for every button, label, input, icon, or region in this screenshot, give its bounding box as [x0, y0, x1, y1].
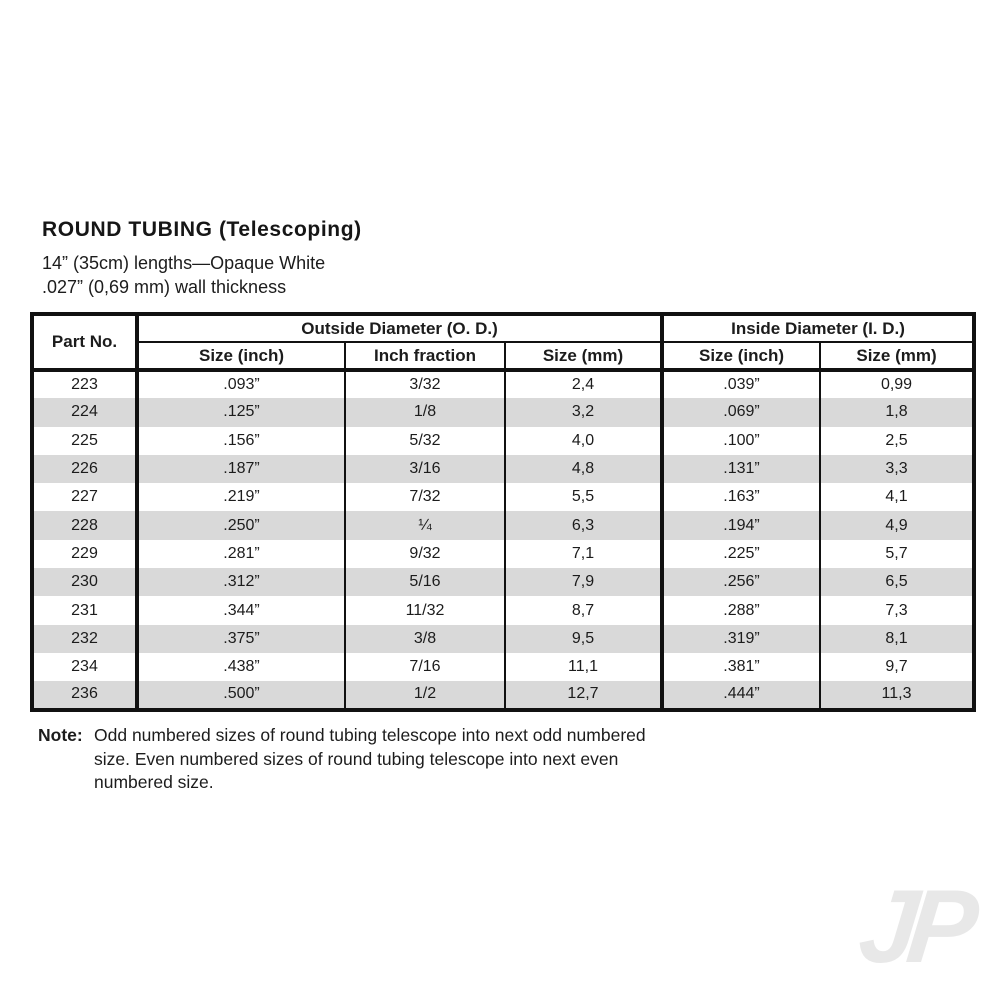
cell-od-size-mm: 3,2: [505, 398, 662, 426]
header-id-size-inch: Size (inch): [662, 342, 820, 370]
cell-id-size-mm: 4,1: [885, 488, 908, 506]
cell-od-size-mm: 7,1: [505, 540, 662, 568]
cell-inch-fraction: 3/16: [345, 455, 505, 483]
cell-od-size-mm: 8,7: [505, 596, 662, 624]
cell-id-size-mm: 2,5: [885, 431, 908, 449]
cell-id-size-inch: .381”: [662, 653, 820, 681]
cell-id-size-inch: .069”: [662, 398, 820, 426]
table-row: [32, 540, 974, 568]
cell-id-size-inch: .225”: [662, 540, 820, 568]
table-row: [32, 596, 974, 624]
header-outside-diameter: Outside Diameter (O. D.): [137, 314, 662, 342]
jp-watermark-logo: JP: [853, 869, 974, 985]
cell-id-size-inch: .194”: [662, 511, 820, 539]
cell-part-no: 232: [32, 625, 137, 653]
table-row: [32, 681, 974, 709]
table-header: [32, 314, 974, 370]
cell-id-size-inch: .444”: [662, 681, 820, 709]
document-header: [42, 218, 362, 299]
cell-od-size-inch: .093”: [137, 370, 345, 398]
cell-part-no: 228: [32, 511, 137, 539]
page-title: ROUND TUBING (Telescoping): [42, 218, 362, 241]
cell-od-size-inch: .125”: [137, 398, 345, 426]
cell-part-no: 236: [32, 681, 137, 709]
subtitle-line-2: .027” (0,69 mm) wall thickness: [42, 277, 287, 297]
cell-inch-fraction: 5/16: [345, 568, 505, 596]
table-row: [32, 568, 974, 596]
table-row: [32, 398, 974, 426]
cell-id-size-inch: .256”: [662, 568, 820, 596]
cell-id-size-mm: 5,7: [885, 544, 908, 562]
cell-part-no: 223: [32, 370, 137, 398]
subtitle-line-1: 14” (35cm) lengths—Opaque White: [42, 253, 326, 273]
table-row: [32, 625, 974, 653]
cell-od-size-mm: 4,0: [505, 427, 662, 455]
cell-id-size-inch: .100”: [662, 427, 820, 455]
cell-inch-fraction: 1/2: [345, 681, 505, 709]
cell-id-size-mm: 0,99: [880, 376, 913, 394]
cell-inch-fraction: 3/8: [345, 625, 505, 653]
cell-od-size-inch: .281”: [137, 540, 345, 568]
cell-inch-fraction: ¼: [345, 511, 505, 539]
cell-inch-fraction: 9/32: [345, 540, 505, 568]
cell-od-size-mm: 2,4: [505, 370, 662, 398]
cell-part-no: 234: [32, 653, 137, 681]
table-row: [32, 483, 974, 511]
table-row: [32, 653, 974, 681]
cell-od-size-inch: .250”: [137, 511, 345, 539]
cell-part-no: 224: [32, 398, 137, 426]
cell-od-size-mm: 5,5: [505, 483, 662, 511]
cell-od-size-mm: 4,8: [505, 455, 662, 483]
cell-inch-fraction: 5/32: [345, 427, 505, 455]
cell-od-size-mm: 12,7: [505, 681, 662, 709]
cell-id-size-inch: .039”: [662, 370, 820, 398]
cell-od-size-mm: 7,9: [505, 568, 662, 596]
cell-id-size-mm: 3,3: [885, 460, 908, 478]
footnote-text: Odd numbered sizes of round tubing telescope into next odd numbered size. Even numbered sizes of round tubing telescope into next even numbered size.: [94, 725, 646, 792]
header-od-size-mm: Size (mm): [505, 342, 662, 370]
cell-id-size-mm: 7,3: [885, 601, 908, 619]
cell-od-size-inch: .156”: [137, 427, 345, 455]
table-row: [32, 511, 974, 539]
cell-part-no: 227: [32, 483, 137, 511]
cell-id-size-mm: 6,5: [885, 573, 908, 591]
cell-inch-fraction: 11/32: [345, 596, 505, 624]
cell-id-size-mm: 9,7: [885, 658, 908, 676]
header-part-no: Part No.: [32, 314, 137, 370]
cell-id-size-mm: 8,1: [885, 629, 908, 647]
cell-id-size-inch: .288”: [662, 596, 820, 624]
cell-inch-fraction: 3/32: [345, 370, 505, 398]
cell-id-size-mm: 1,8: [885, 403, 908, 421]
table-header-row-groups: [32, 314, 974, 342]
tubing-size-table: [30, 312, 976, 712]
table-row: [32, 370, 974, 398]
header-inside-diameter: Inside Diameter (I. D.): [662, 314, 974, 342]
cell-od-size-inch: .438”: [137, 653, 345, 681]
cell-od-size-inch: .500”: [137, 681, 345, 709]
cell-id-size-mm: 4,9: [885, 516, 908, 534]
cell-od-size-mm: 11,1: [505, 653, 662, 681]
cell-od-size-mm: 6,3: [505, 511, 662, 539]
header-od-size-inch: Size (inch): [137, 342, 345, 370]
cell-od-size-inch: .312”: [137, 568, 345, 596]
cell-part-no: 230: [32, 568, 137, 596]
cell-part-no: 229: [32, 540, 137, 568]
cell-inch-fraction: 7/16: [345, 653, 505, 681]
cell-part-no: 231: [32, 596, 137, 624]
table-row: [32, 427, 974, 455]
cell-id-size-inch: .319”: [662, 625, 820, 653]
cell-od-size-mm: 9,5: [505, 625, 662, 653]
table-header-row-subcolumns: [32, 342, 974, 370]
cell-od-size-inch: .344”: [137, 596, 345, 624]
footnote: [38, 724, 654, 795]
table-body: [32, 370, 974, 710]
cell-inch-fraction: 1/8: [345, 398, 505, 426]
cell-od-size-inch: .219”: [137, 483, 345, 511]
cell-part-no: 225: [32, 427, 137, 455]
table-row: [32, 455, 974, 483]
cell-id-size-inch: .163”: [662, 483, 820, 511]
header-id-size-mm: Size (mm): [820, 342, 974, 370]
footnote-label: Note:: [38, 725, 83, 745]
cell-od-size-inch: .375”: [137, 625, 345, 653]
cell-id-size-mm: 11,3: [881, 685, 912, 703]
header-od-inch-fraction: Inch fraction: [345, 342, 505, 370]
cell-inch-fraction: 7/32: [345, 483, 505, 511]
cell-id-size-inch: .131”: [662, 455, 820, 483]
cell-part-no: 226: [32, 455, 137, 483]
cell-od-size-inch: .187”: [137, 455, 345, 483]
